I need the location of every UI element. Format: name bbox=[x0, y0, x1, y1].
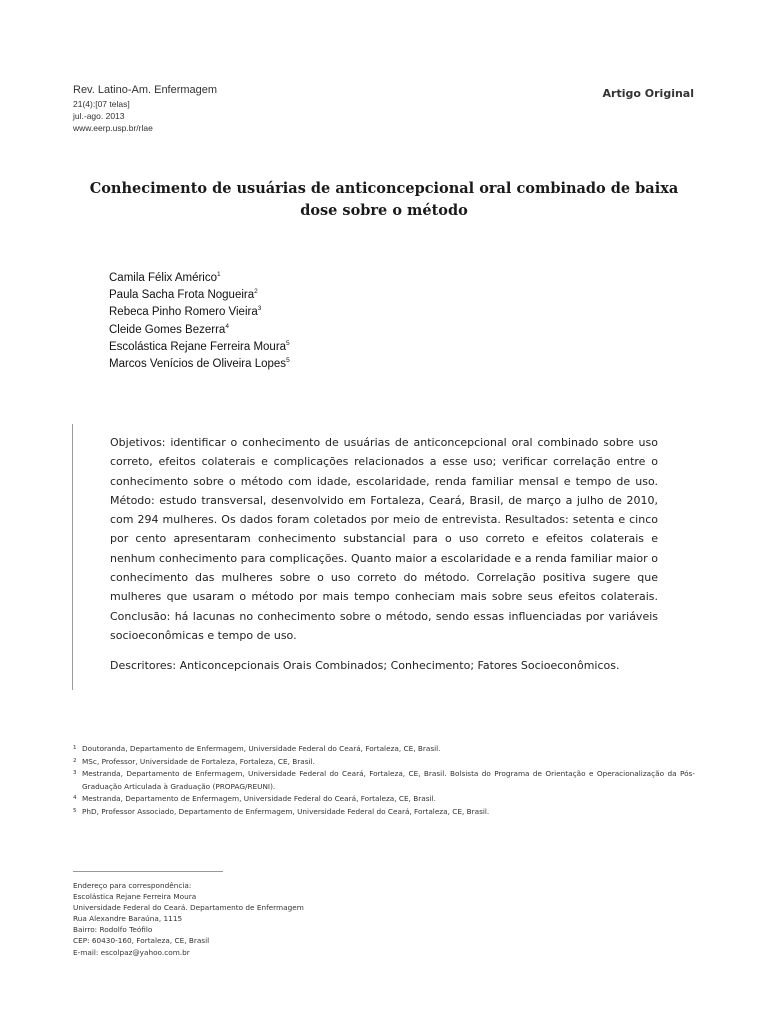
descriptors: Descritores: Anticoncepcionais Orais Combinados; Conhecimento; Fatores Socioeconômicos. bbox=[110, 659, 620, 672]
correspondence-line: CEP: 60430-160, Fortaleza, CE, Brasil bbox=[73, 936, 210, 946]
author-name: Marcos Venícios de Oliveira Lopes$^5$ bbox=[109, 357, 290, 371]
journal-date: jul.-ago. 2013 bbox=[73, 111, 125, 121]
correspondence-line: Escolástica Rejane Ferreira Moura bbox=[73, 892, 197, 902]
correspondence-line: Rua Alexandre Baraúna, 1115 bbox=[73, 914, 183, 924]
author-name: Rebeca Pinho Romero Vieira$^3$ bbox=[109, 305, 262, 319]
footnote: 1 Doutoranda, Departamento de Enfermagem, Universidade Federal do Ceará, Fortaleza, CE, Brasil. bbox=[73, 744, 441, 753]
affiliation-footnotes bbox=[73, 743, 695, 819]
journal-name: Rev. Latino-Am. Enfermagem bbox=[73, 84, 218, 96]
article-title: Conhecimento de usuárias de anticoncepcional oral combinado de baixa dose sobre o método bbox=[89, 180, 679, 219]
footnote: 2 MSc, Professor, Universidade de Fortaleza, Fortaleza, CE, Brasil. bbox=[73, 756, 315, 766]
footnote: 4 Mestranda, Departamento de Enfermagem, Universidade Federal do Ceará, Fortaleza, CE, Brasil. bbox=[73, 794, 436, 804]
abstract-text: Objetivos: identificar o conhecimento de usuárias de anticoncepcional oral combinado sobre uso correto, efeitos colaterais e complicações relacionados a esse uso; verificar correlação entre o conhecimento sobre o método com idade, escolaridade, renda familiar mensal e tempo de uso. Método: estudo transversal, desenvolvido em Fortaleza, Ceará, Brasil, de março a julho de 2010, com 294 mulheres. Os dados foram coletados por meio de entrevista. Resultados: setenta e cinco por cento apresentaram conhecimento substancial para o uso correto e efeitos colaterais e nenhum conhecimento para complicações. Quanto maior a escolaridade e a renda familiar maior o conhecimento das mulheres sobre o uso correto do método. Correlação positiva sugere que mulheres que usaram o método por mais tempo conheciam mais sobre seus efeitos colaterais. Conclusão: há lacunas no conhecimento sobre o método, sendo essas influenciadas por variáveis socioeconômicas e tempo de uso. bbox=[110, 436, 658, 642]
correspondence-block bbox=[73, 880, 304, 958]
correspondence-line: Universidade Federal do Ceará. Departamento de Enfermagem bbox=[73, 903, 304, 913]
correspondence-heading: Endereço para correspondência: bbox=[73, 881, 192, 890]
journal-url[interactable]: www.eerp.usp.br/rlae bbox=[73, 123, 153, 133]
footnote: 3 Mestranda, Departamento de Enfermagem, Universidade Federal do Ceará, Fortaleza, CE, Brasil. Bolsista do Programa de Orientação e Operacionalização da Pós-Graduação Articulada à Graduação (PROPAG/REUNI). bbox=[73, 769, 695, 791]
author-name: Cleide Gomes Bezerra$^4$ bbox=[109, 322, 229, 336]
author-name: Paula Sacha Frota Nogueira$^2$ bbox=[109, 288, 258, 302]
journal-volume: 21(4):[07 telas] bbox=[73, 99, 130, 109]
author-name: Camila Félix Américo$^1$ bbox=[109, 271, 221, 284]
author-name: Escolástica Rejane Ferreira Moura$^5$ bbox=[109, 339, 290, 353]
footnote: 5 PhD, Professor Associado, Departamento de Enfermagem, Universidade Federal do Ceará, Fortaleza, CE, Brasil. bbox=[73, 806, 490, 816]
correspondence-divider bbox=[73, 871, 223, 872]
abstract-side-rule bbox=[72, 424, 73, 690]
correspondence-email[interactable]: E-mail: escolpaz@yahoo.com.br bbox=[73, 947, 190, 957]
article-type: Artigo Original bbox=[602, 87, 694, 100]
author-list bbox=[109, 270, 290, 373]
correspondence-line: Bairro: Rodolfo Teófilo bbox=[73, 925, 153, 935]
